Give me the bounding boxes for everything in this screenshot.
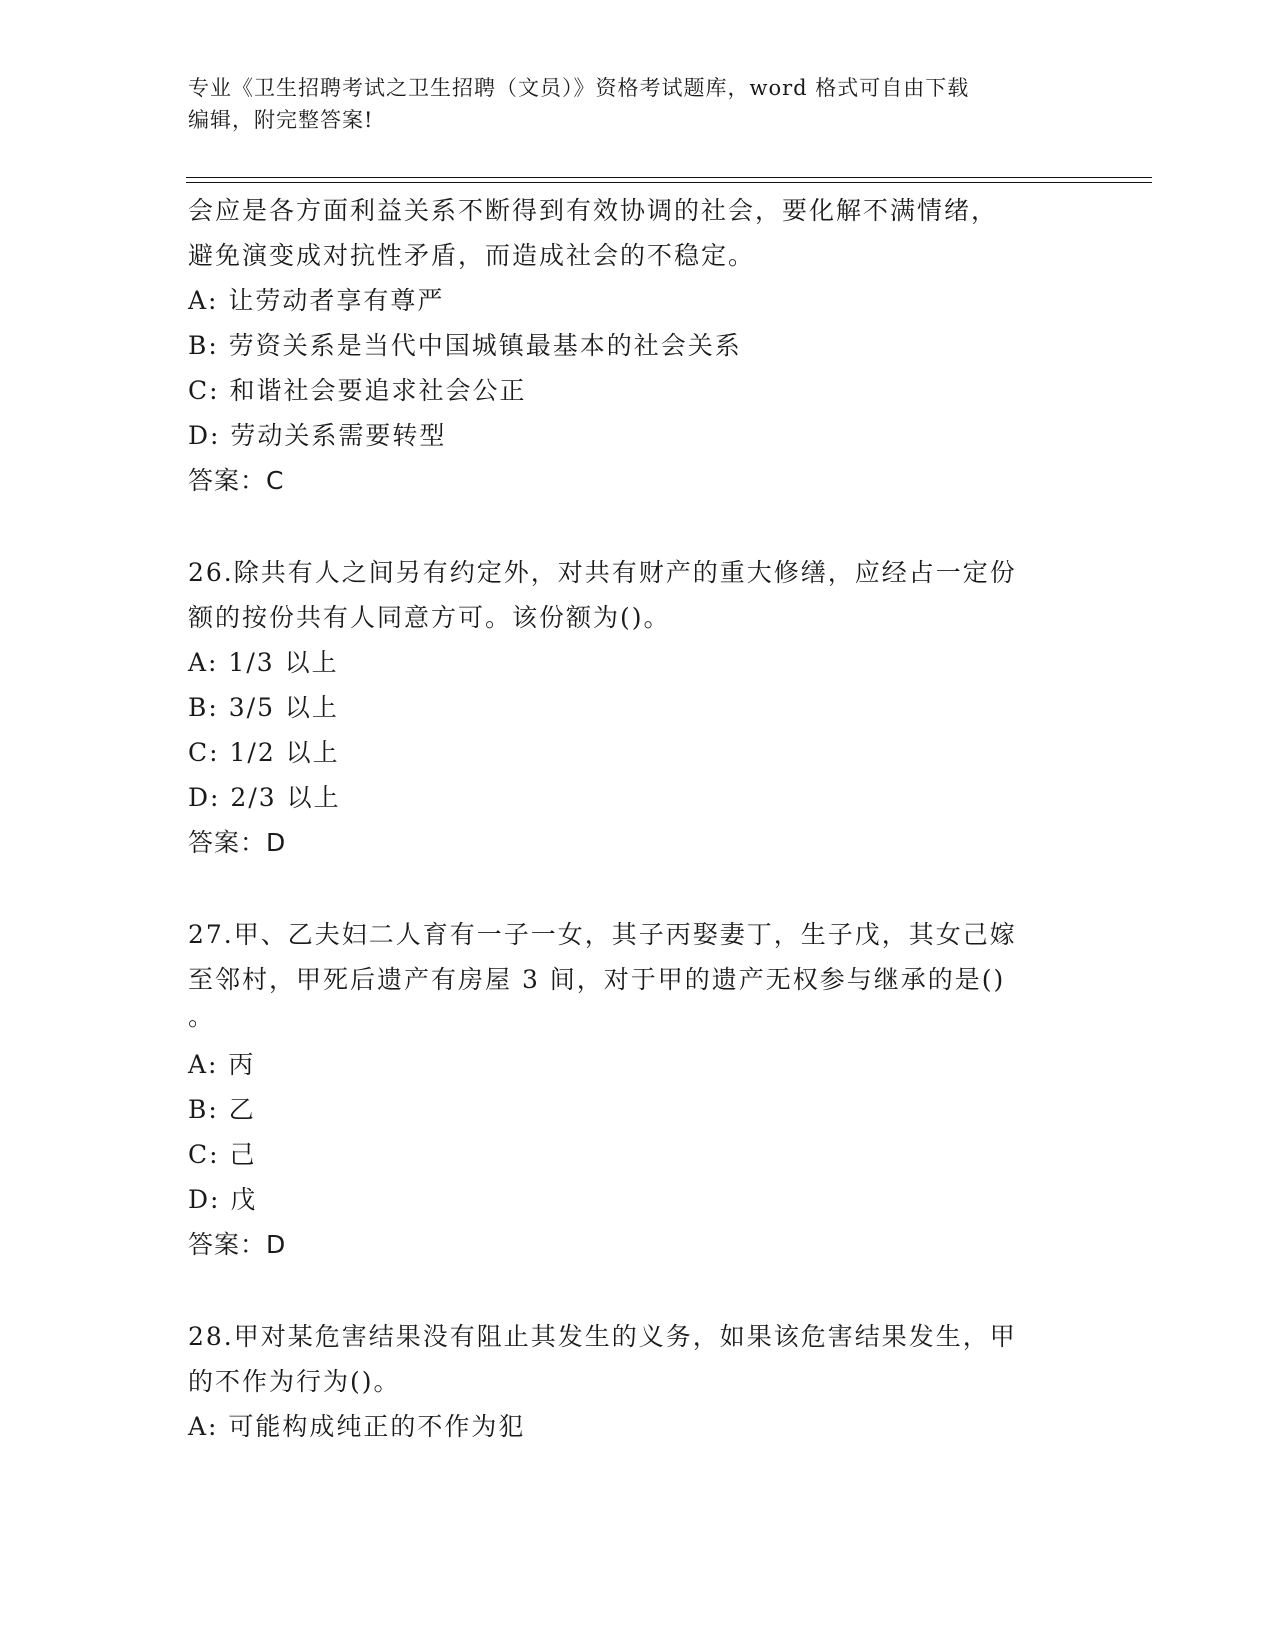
question-text-line: 会应是各方面利益关系不断得到有效协调的社会，要化解不满情绪， <box>188 196 999 225</box>
question-gap <box>188 865 1088 912</box>
option-c: C: 己 <box>188 1140 257 1169</box>
question-text-line: 额的按份共有人同意方可。该份额为()。 <box>188 603 671 632</box>
document-header <box>188 72 1088 136</box>
question-gap <box>188 1267 1088 1314</box>
option-d: D: 劳动关系需要转型 <box>188 421 447 450</box>
option-a: A: 1/3 以上 <box>188 648 339 677</box>
question-text-line: 26.除共有人之间另有约定外，对共有财产的重大修缮，应经占一定份 <box>188 558 1017 587</box>
option-d: D: 戊 <box>188 1185 258 1214</box>
option-a: A: 丙 <box>188 1050 256 1079</box>
question-gap <box>188 503 1088 550</box>
question-text-line: 的不作为行为()。 <box>188 1367 401 1396</box>
header-line-2: 编辑，附完整答案! <box>188 108 374 132</box>
option-c: C: 1/2 以上 <box>188 738 340 767</box>
question-block-26 <box>188 550 1088 865</box>
option-b: B: 劳资关系是当代中国城镇最基本的社会关系 <box>188 331 742 360</box>
question-block-28 <box>188 1314 1088 1449</box>
question-list <box>188 188 1088 1449</box>
question-text-line: 避免演变成对抗性矛盾，而造成社会的不稳定。 <box>188 241 756 270</box>
option-d: D: 2/3 以上 <box>188 783 341 812</box>
question-text-line: 至邻村，甲死后遗产有房屋 3 间，对于甲的遗产无权参与继承的是() <box>188 965 1006 994</box>
answer-label: 答案：C <box>188 466 285 495</box>
option-b: B: 3/5 以上 <box>188 693 339 722</box>
answer-label: 答案：D <box>188 1230 287 1259</box>
question-block-27 <box>188 912 1088 1267</box>
option-a: A: 可能构成纯正的不作为犯 <box>188 1412 526 1441</box>
question-block-25-continuation <box>188 188 1088 503</box>
header-divider-top <box>186 177 1152 178</box>
option-c: C: 和谐社会要追求社会公正 <box>188 376 527 405</box>
question-text-line: 。 <box>188 1002 216 1031</box>
header-divider-bottom <box>186 182 1152 183</box>
option-a: A: 让劳动者享有尊严 <box>188 286 445 315</box>
header-line-1: 专业《卫生招聘考试之卫生招聘（文员）》资格考试题库，word 格式可自由下载 <box>188 76 970 100</box>
question-text-line: 27.甲、乙夫妇二人育有一子一女，其子丙娶妻丁，生子戊，其女己嫁 <box>188 920 1017 949</box>
option-b: B: 乙 <box>188 1095 256 1124</box>
answer-label: 答案：D <box>188 828 287 857</box>
question-text-line: 28.甲对某危害结果没有阻止其发生的义务，如果该危害结果发生，甲 <box>188 1322 1017 1351</box>
